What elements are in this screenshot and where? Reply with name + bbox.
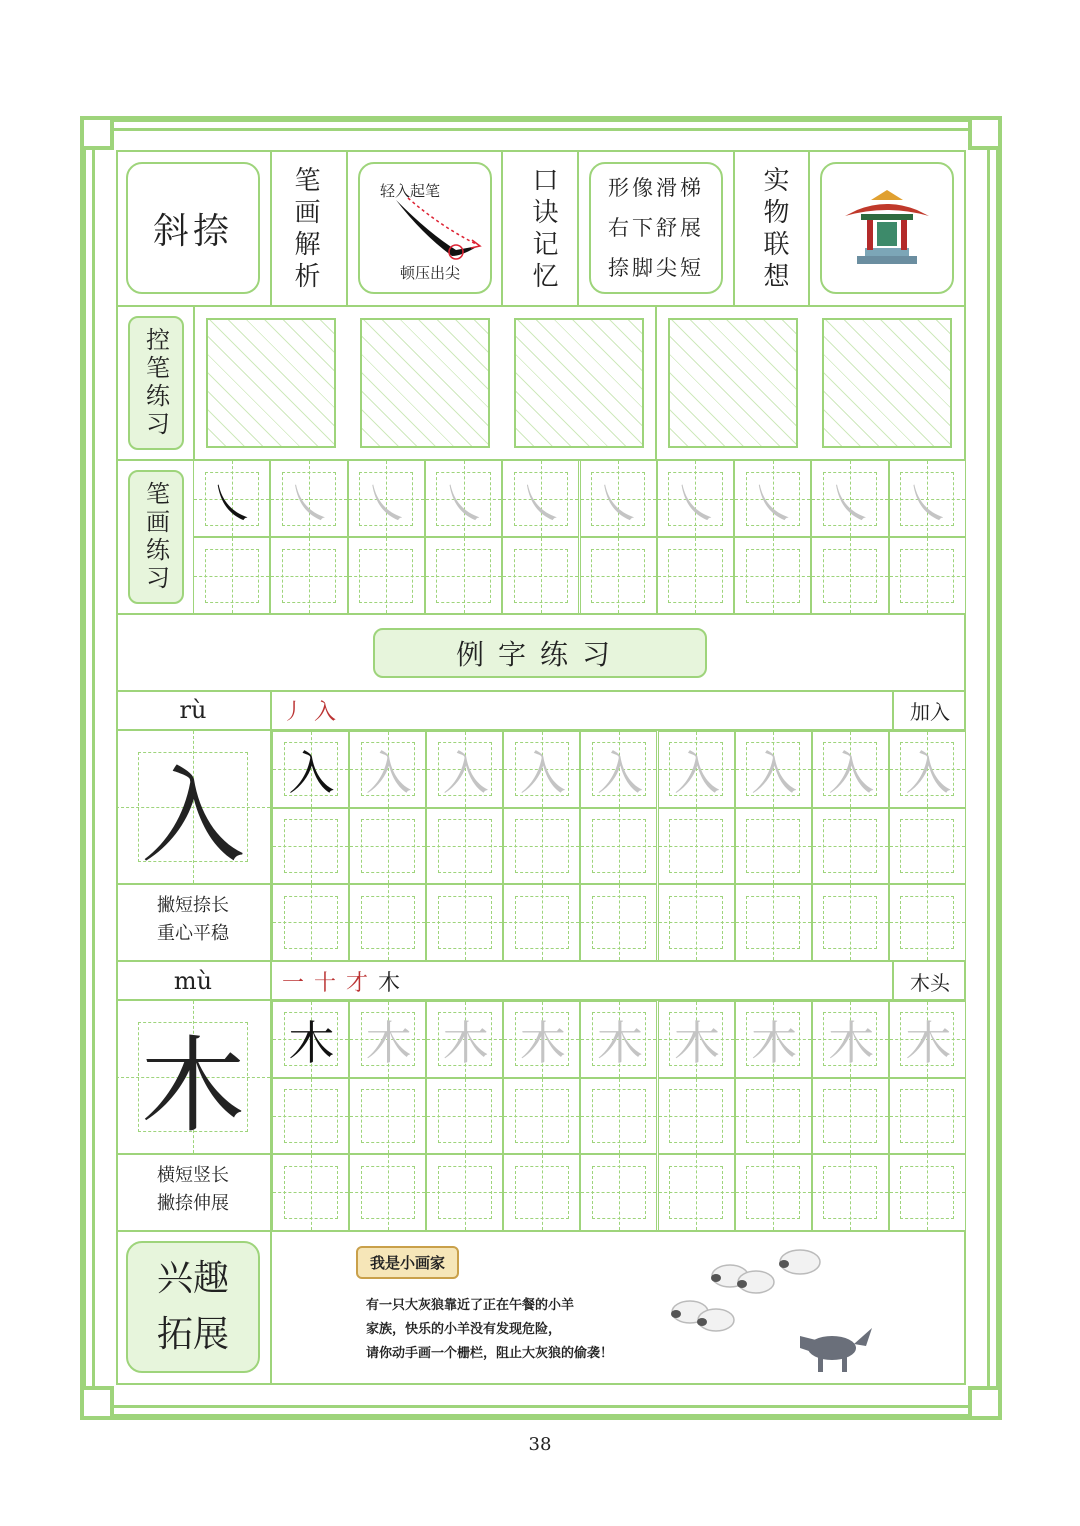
extension-line: 有一只大灰狼靠近了正在午餐的小羊 (366, 1298, 575, 1313)
pinyin: rù (179, 696, 207, 724)
trace-glyph: ㇏ (363, 476, 412, 532)
trace-glyph: 入 (905, 746, 952, 801)
control-practice-box[interactable] (822, 318, 952, 448)
control-practice-box[interactable] (514, 318, 644, 448)
trace-glyph: ㇏ (749, 476, 798, 532)
practice-cell[interactable] (735, 731, 812, 808)
tip-line: 撇短捺长 (157, 895, 229, 916)
trace-glyph: 入 (596, 746, 643, 801)
analysis-bottom-text: 顿压出尖 (400, 264, 461, 282)
control-practice-label: 控笔练习 (128, 316, 184, 450)
practice-cell[interactable] (349, 808, 426, 885)
stroke-order-step: 入 (314, 699, 347, 725)
practice-cell[interactable] (658, 1001, 735, 1078)
model-char-box (116, 1001, 270, 1153)
stroke-order-step: 十 (314, 970, 347, 996)
stroke-order-step: 才 (346, 970, 379, 996)
trace-glyph: ㇏ (517, 476, 566, 532)
practice-cell[interactable] (735, 808, 812, 885)
writing-tips (116, 892, 270, 948)
model-char: 入 (140, 755, 245, 877)
pinyin: mù (173, 967, 213, 995)
stroke-order (272, 962, 902, 1000)
practice-cell[interactable] (348, 460, 425, 537)
trace-glyph: 木 (828, 1016, 875, 1071)
practice-cell[interactable] (426, 884, 503, 961)
trace-glyph: ㇏ (440, 476, 489, 532)
stroke-order-step: 丿 (282, 699, 315, 725)
stroke-name-card (126, 162, 260, 294)
tip-line: 横短竖长 (157, 1165, 229, 1186)
practice-cell[interactable] (503, 731, 580, 808)
practice-cell[interactable] (426, 1154, 503, 1231)
practice-cell[interactable] (580, 884, 657, 961)
extension-label-line: 拓展 (156, 1314, 229, 1355)
trace-glyph: 入 (674, 746, 721, 801)
practice-cell[interactable] (272, 731, 349, 808)
practice-cell[interactable] (812, 1001, 889, 1078)
trace-glyph: 木 (519, 1016, 566, 1071)
badge: 我是小画家 (356, 1246, 459, 1279)
practice-cell[interactable] (889, 1078, 966, 1155)
practice-cell[interactable] (658, 1078, 735, 1155)
page-number: 38 (528, 1434, 552, 1455)
practice-cell[interactable] (426, 1001, 503, 1078)
trace-glyph: 木 (442, 1016, 489, 1071)
trace-glyph: 木 (751, 1016, 798, 1071)
model-char: 木 (140, 1025, 245, 1147)
word: 木头 (892, 962, 966, 1000)
mnemonic-line: 形像滑梯 (608, 176, 704, 200)
sheep-and-wolf-illustration (660, 1240, 920, 1380)
practice-cell[interactable] (812, 884, 889, 961)
practice-cell[interactable] (657, 537, 734, 614)
stroke-practice-grid[interactable] (193, 460, 966, 614)
practice-cell[interactable] (270, 460, 347, 537)
practice-cell[interactable] (735, 884, 812, 961)
practice-cell[interactable] (734, 537, 811, 614)
practice-cell[interactable] (503, 1078, 580, 1155)
practice-cell[interactable] (889, 1001, 966, 1078)
practice-cell[interactable] (349, 731, 426, 808)
practice-cell[interactable] (658, 884, 735, 961)
analysis-label: 笔画解析 (290, 166, 320, 294)
stroke-practice-label: 笔画练习 (128, 470, 184, 604)
char-practice-grid[interactable] (272, 1001, 966, 1231)
practice-cell[interactable] (580, 1078, 657, 1155)
practice-cell[interactable] (580, 1001, 657, 1078)
extension-label (126, 1241, 260, 1373)
mnemonic-line: 右下舒展 (608, 216, 704, 240)
practice-cell[interactable] (580, 731, 657, 808)
stroke-name: 斜捺 (152, 210, 233, 252)
char-practice-grid[interactable] (272, 731, 966, 961)
trace-glyph: ㇏ (904, 476, 953, 532)
practice-cell[interactable] (272, 1078, 349, 1155)
frame-corner (968, 116, 1002, 150)
practice-cell[interactable] (889, 731, 966, 808)
model-glyph: 木 (288, 1016, 335, 1071)
trace-glyph: ㇏ (595, 476, 644, 532)
practice-cell[interactable] (426, 808, 503, 885)
stroke-order-step: 木 (378, 970, 411, 996)
frame-corner (968, 1386, 1002, 1420)
object-card (820, 162, 954, 294)
model-glyph: ㇏ (208, 476, 257, 532)
section-title: 例字练习 (373, 628, 707, 678)
practice-cell[interactable] (734, 460, 811, 537)
practice-cell[interactable] (503, 1001, 580, 1078)
practice-cell[interactable] (812, 808, 889, 885)
practice-cell[interactable] (193, 460, 270, 537)
mnemonic-card (589, 162, 723, 294)
practice-cell[interactable] (349, 1001, 426, 1078)
mnemonic-line: 捺脚尖短 (608, 256, 704, 280)
trace-glyph: 入 (365, 746, 412, 801)
practice-cell[interactable] (272, 1154, 349, 1231)
model-glyph: 入 (288, 746, 335, 801)
practice-cell[interactable] (349, 884, 426, 961)
practice-cell[interactable] (735, 1078, 812, 1155)
practice-cell[interactable] (580, 460, 657, 537)
practice-cell[interactable] (812, 731, 889, 808)
trace-glyph: 入 (442, 746, 489, 801)
practice-cell[interactable] (658, 808, 735, 885)
practice-cell[interactable] (502, 460, 579, 537)
practice-cell[interactable] (193, 537, 270, 614)
practice-cell[interactable] (889, 808, 966, 885)
object-label: 实物联想 (759, 166, 789, 294)
extension-line: 请你动手画一个栅栏，阻止大灰狼的偷袭！ (366, 1346, 614, 1361)
trace-glyph: 木 (596, 1016, 643, 1071)
trace-glyph: 入 (519, 746, 566, 801)
practice-cell[interactable] (889, 537, 966, 614)
extension-label-line: 兴趣 (156, 1258, 229, 1299)
model-char-box (116, 731, 270, 883)
practice-cell[interactable] (889, 1154, 966, 1231)
practice-cell[interactable] (425, 537, 502, 614)
mnemonic-label: 口诀记忆 (528, 166, 558, 294)
practice-cell[interactable] (735, 1154, 812, 1231)
practice-cell[interactable] (657, 460, 734, 537)
practice-cell[interactable] (812, 1154, 889, 1231)
extension-text (366, 1294, 613, 1366)
control-practice-box[interactable] (206, 318, 336, 448)
trace-glyph: ㇏ (672, 476, 721, 532)
practice-cell[interactable] (580, 808, 657, 885)
trace-glyph: 入 (828, 746, 875, 801)
tip-line: 重心平稳 (157, 923, 229, 944)
practice-cell[interactable] (272, 1001, 349, 1078)
practice-cell[interactable] (425, 460, 502, 537)
analysis-top-text: 轻入起笔 (380, 182, 441, 200)
trace-glyph: ㇏ (827, 476, 876, 532)
practice-cell[interactable] (658, 731, 735, 808)
practice-cell[interactable] (811, 537, 888, 614)
practice-cell[interactable] (580, 1154, 657, 1231)
writing-tips (116, 1162, 270, 1218)
frame-corner (80, 1386, 114, 1420)
frame-corner (80, 116, 114, 150)
practice-cell[interactable] (658, 1154, 735, 1231)
control-practice-box[interactable] (668, 318, 798, 448)
word: 加入 (892, 690, 966, 730)
trace-glyph: ㇏ (285, 476, 334, 532)
practice-cell[interactable] (889, 460, 966, 537)
pavilion-icon (837, 178, 937, 278)
practice-cell[interactable] (503, 884, 580, 961)
practice-cell[interactable] (349, 1078, 426, 1155)
analysis-card (358, 162, 492, 294)
practice-cell[interactable] (349, 1154, 426, 1231)
tip-line: 撇捺伸展 (157, 1193, 229, 1214)
practice-cell[interactable] (503, 1154, 580, 1231)
practice-cell[interactable] (272, 808, 349, 885)
control-practice-box[interactable] (360, 318, 490, 448)
practice-cell[interactable] (272, 884, 349, 961)
practice-cell[interactable] (580, 537, 657, 614)
practice-cell[interactable] (811, 460, 888, 537)
practice-cell[interactable] (503, 808, 580, 885)
extension-line: 家族，快乐的小羊没有发现危险， (366, 1322, 562, 1337)
practice-cell[interactable] (426, 1078, 503, 1155)
practice-cell[interactable] (348, 537, 425, 614)
practice-cell[interactable] (270, 537, 347, 614)
practice-cell[interactable] (735, 1001, 812, 1078)
practice-cell[interactable] (426, 731, 503, 808)
stroke-order-step: 一 (282, 970, 315, 996)
practice-cell[interactable] (889, 884, 966, 961)
stroke-order (272, 690, 902, 730)
trace-glyph: 入 (751, 746, 798, 801)
practice-cell[interactable] (502, 537, 579, 614)
trace-glyph: 木 (674, 1016, 721, 1071)
trace-glyph: 木 (365, 1016, 412, 1071)
trace-glyph: 木 (905, 1016, 952, 1071)
practice-cell[interactable] (812, 1078, 889, 1155)
